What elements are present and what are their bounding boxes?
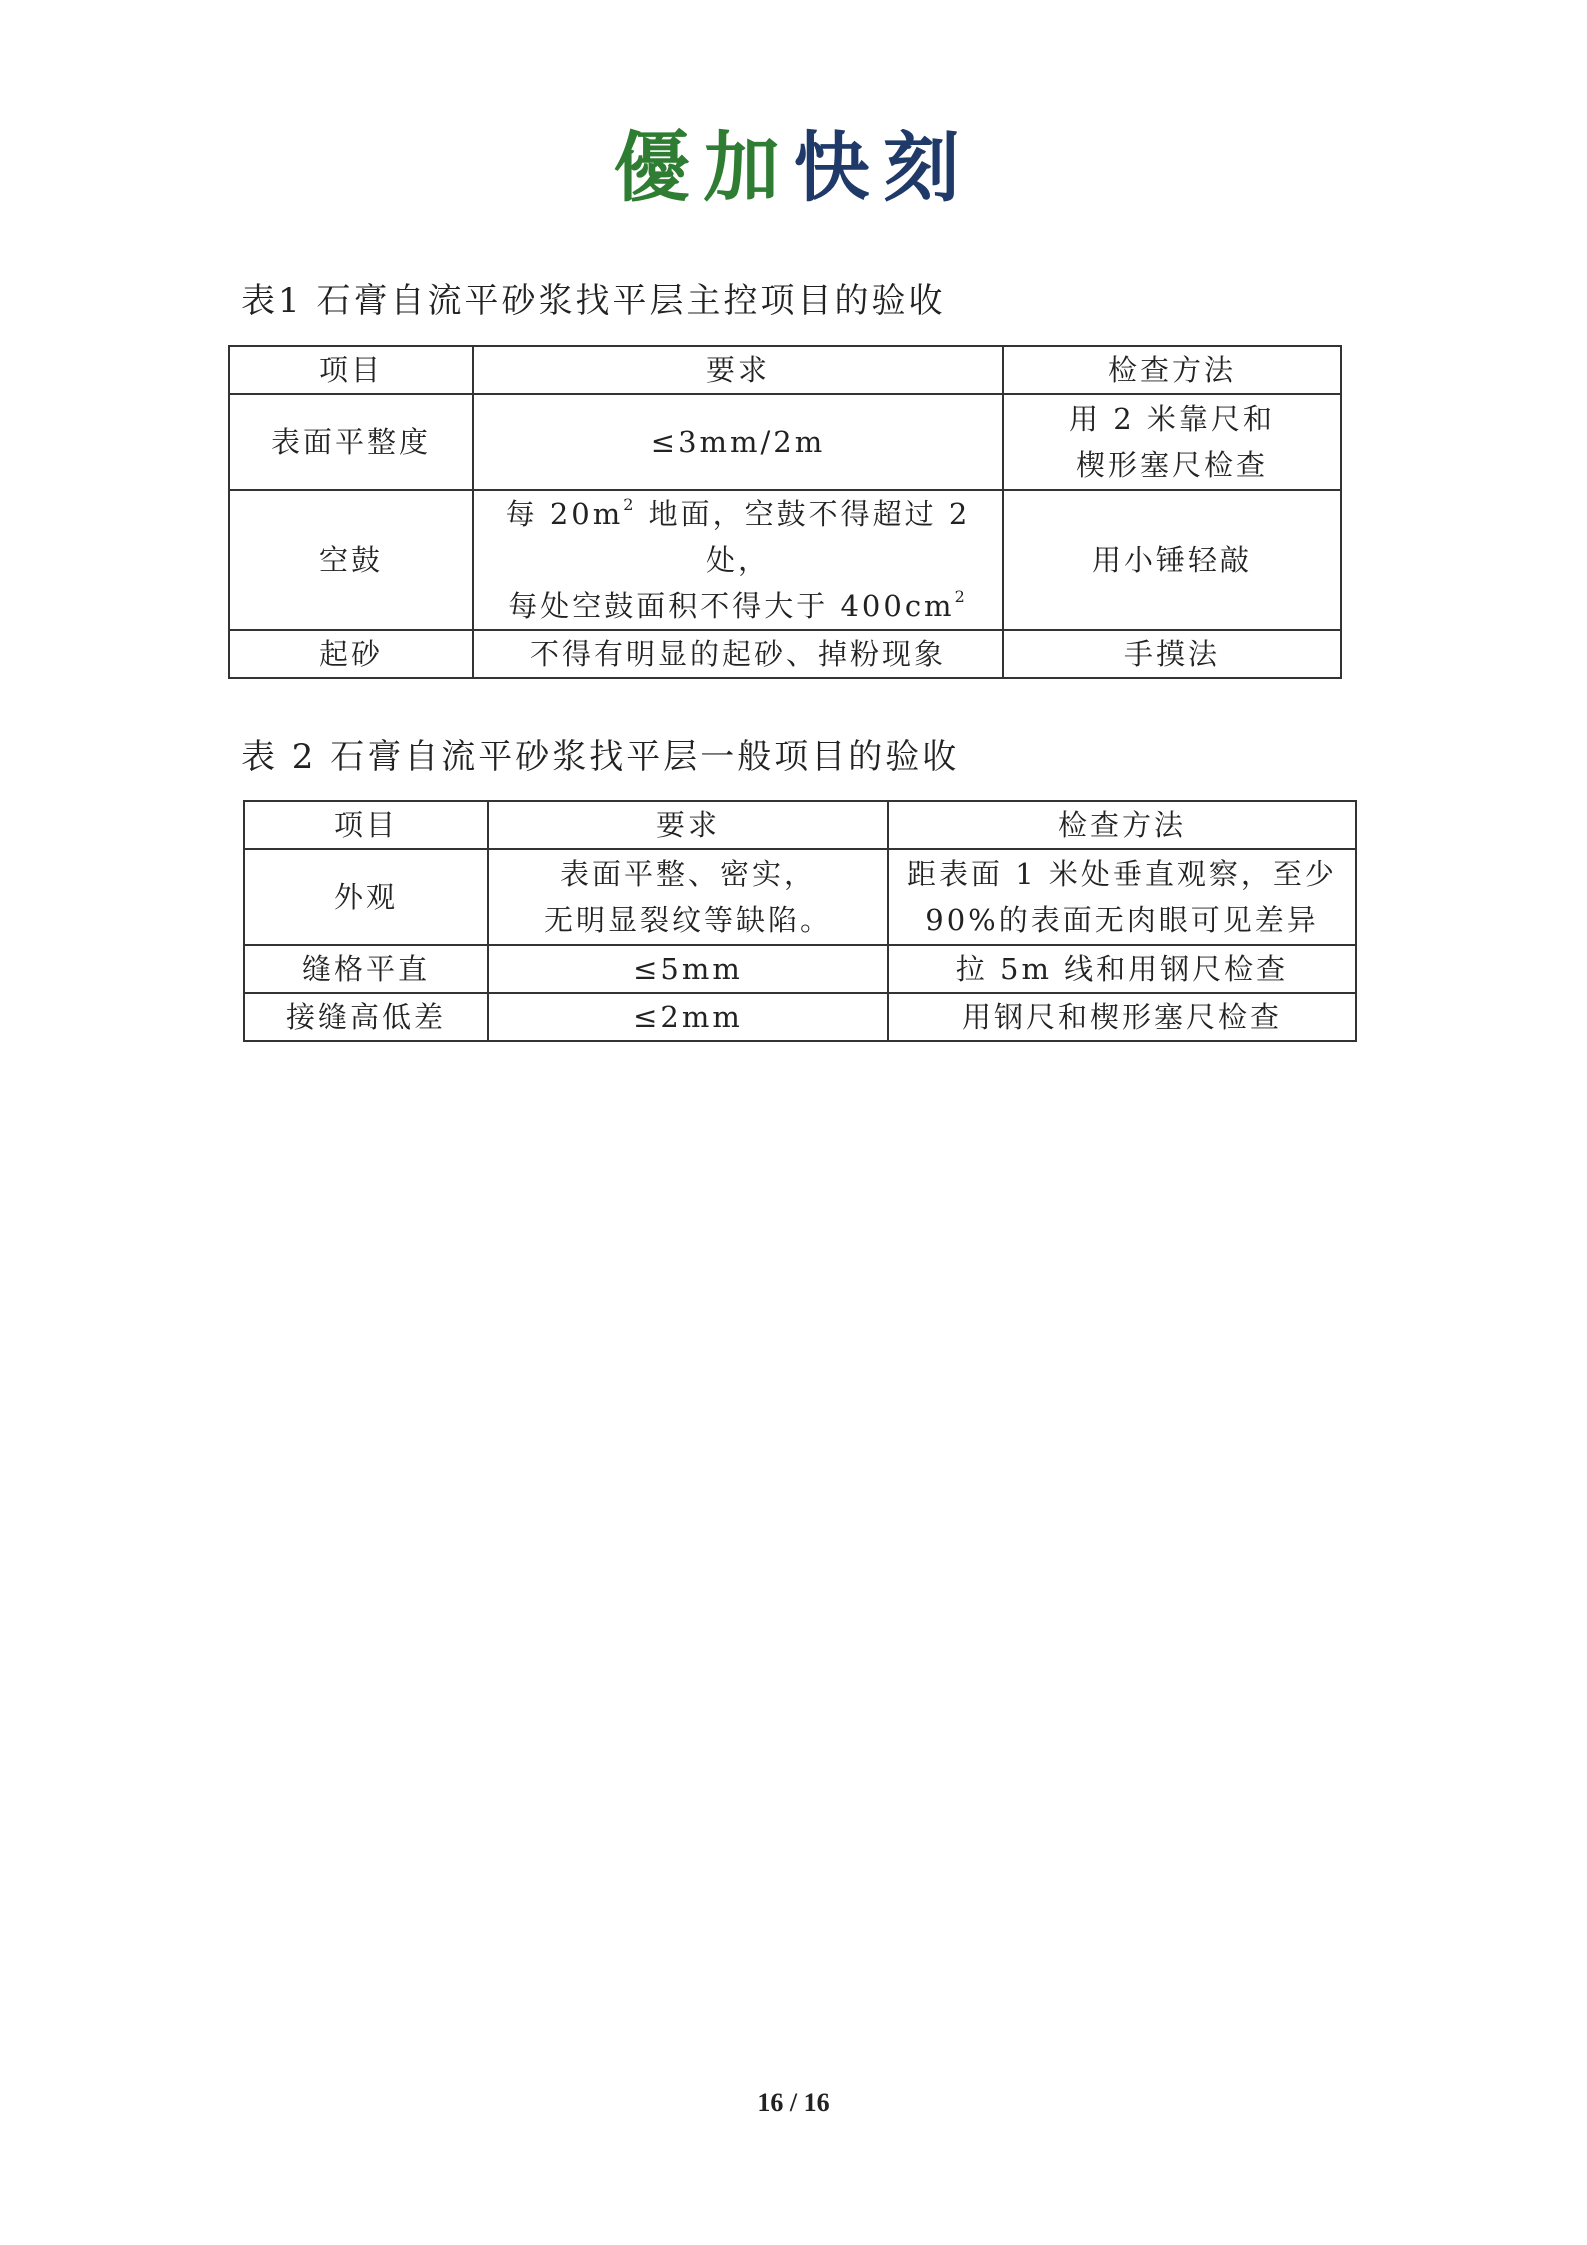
table-row <box>244 849 1356 945</box>
table-row <box>229 394 1341 490</box>
table-row <box>229 630 1341 678</box>
table1-caption: 表1 石膏自流平砂浆找平层主控项目的验收 <box>241 281 946 321</box>
requirement-text: 地面，空鼓不得超过 2 处， <box>636 497 971 577</box>
item-cell: 外观 <box>244 849 488 945</box>
item-cell: 缝格平直 <box>244 945 488 993</box>
superscript: 2 <box>623 495 637 514</box>
method-line: 用 2 米靠尺和 <box>1069 402 1275 436</box>
main-control-acceptance-table <box>228 345 1342 679</box>
requirement-text: 每处空鼓面积不得大于 400cm <box>508 589 955 623</box>
table-row <box>229 490 1341 630</box>
logo-char-1: 優 <box>613 123 704 212</box>
header-method: 检查方法 <box>888 801 1356 849</box>
table-row <box>244 993 1356 1041</box>
item-cell: 接缝高低差 <box>244 993 488 1041</box>
table-header-row <box>229 346 1341 394</box>
method-cell: 用钢尺和楔形塞尺检查 <box>888 993 1356 1041</box>
table-row <box>244 945 1356 993</box>
requirement-cell: 不得有明显的起砂、掉粉现象 <box>473 630 1003 678</box>
table-header-row <box>244 801 1356 849</box>
page-number: 16 / 16 <box>757 2088 830 2117</box>
requirement-cell: ≤3mm/2m <box>473 394 1003 490</box>
requirement-line: 无明显裂纹等缺陷。 <box>543 903 832 937</box>
logo-char-3: 快 <box>793 123 884 212</box>
requirement-cell <box>488 849 888 945</box>
item-cell: 表面平整度 <box>229 394 473 490</box>
table2-caption: 表 2 石膏自流平砂浆找平层一般项目的验收 <box>241 737 960 777</box>
requirement-cell <box>473 490 1003 630</box>
header-requirement: 要求 <box>488 801 888 849</box>
method-cell: 手摸法 <box>1003 630 1341 678</box>
superscript: 2 <box>954 587 968 606</box>
method-line: 90%的表面无肉眼可见差异 <box>925 903 1319 937</box>
requirement-cell: ≤5mm <box>488 945 888 993</box>
method-cell <box>888 849 1356 945</box>
method-cell: 用小锤轻敲 <box>1003 490 1341 630</box>
method-cell: 拉 5m 线和用钢尺检查 <box>888 945 1356 993</box>
logo-char-4: 刻 <box>883 123 974 212</box>
requirement-line: 表面平整、密实， <box>559 857 816 891</box>
requirement-text: 每 20m <box>505 497 624 531</box>
header-item: 项目 <box>244 801 488 849</box>
method-cell <box>1003 394 1341 490</box>
item-cell: 空鼓 <box>229 490 473 630</box>
method-line: 距表面 1 米处垂直观察，至少 <box>907 857 1337 891</box>
general-items-acceptance-table <box>243 800 1357 1042</box>
requirement-cell: ≤2mm <box>488 993 888 1041</box>
header-item: 项目 <box>229 346 473 394</box>
brand-logo <box>0 118 1587 218</box>
header-requirement: 要求 <box>473 346 1003 394</box>
requirement-line <box>480 491 996 583</box>
header-method: 检查方法 <box>1003 346 1341 394</box>
logo-char-2: 加 <box>703 123 794 212</box>
item-cell: 起砂 <box>229 630 473 678</box>
requirement-line <box>480 583 996 629</box>
method-line: 楔形塞尺检查 <box>1075 448 1268 482</box>
